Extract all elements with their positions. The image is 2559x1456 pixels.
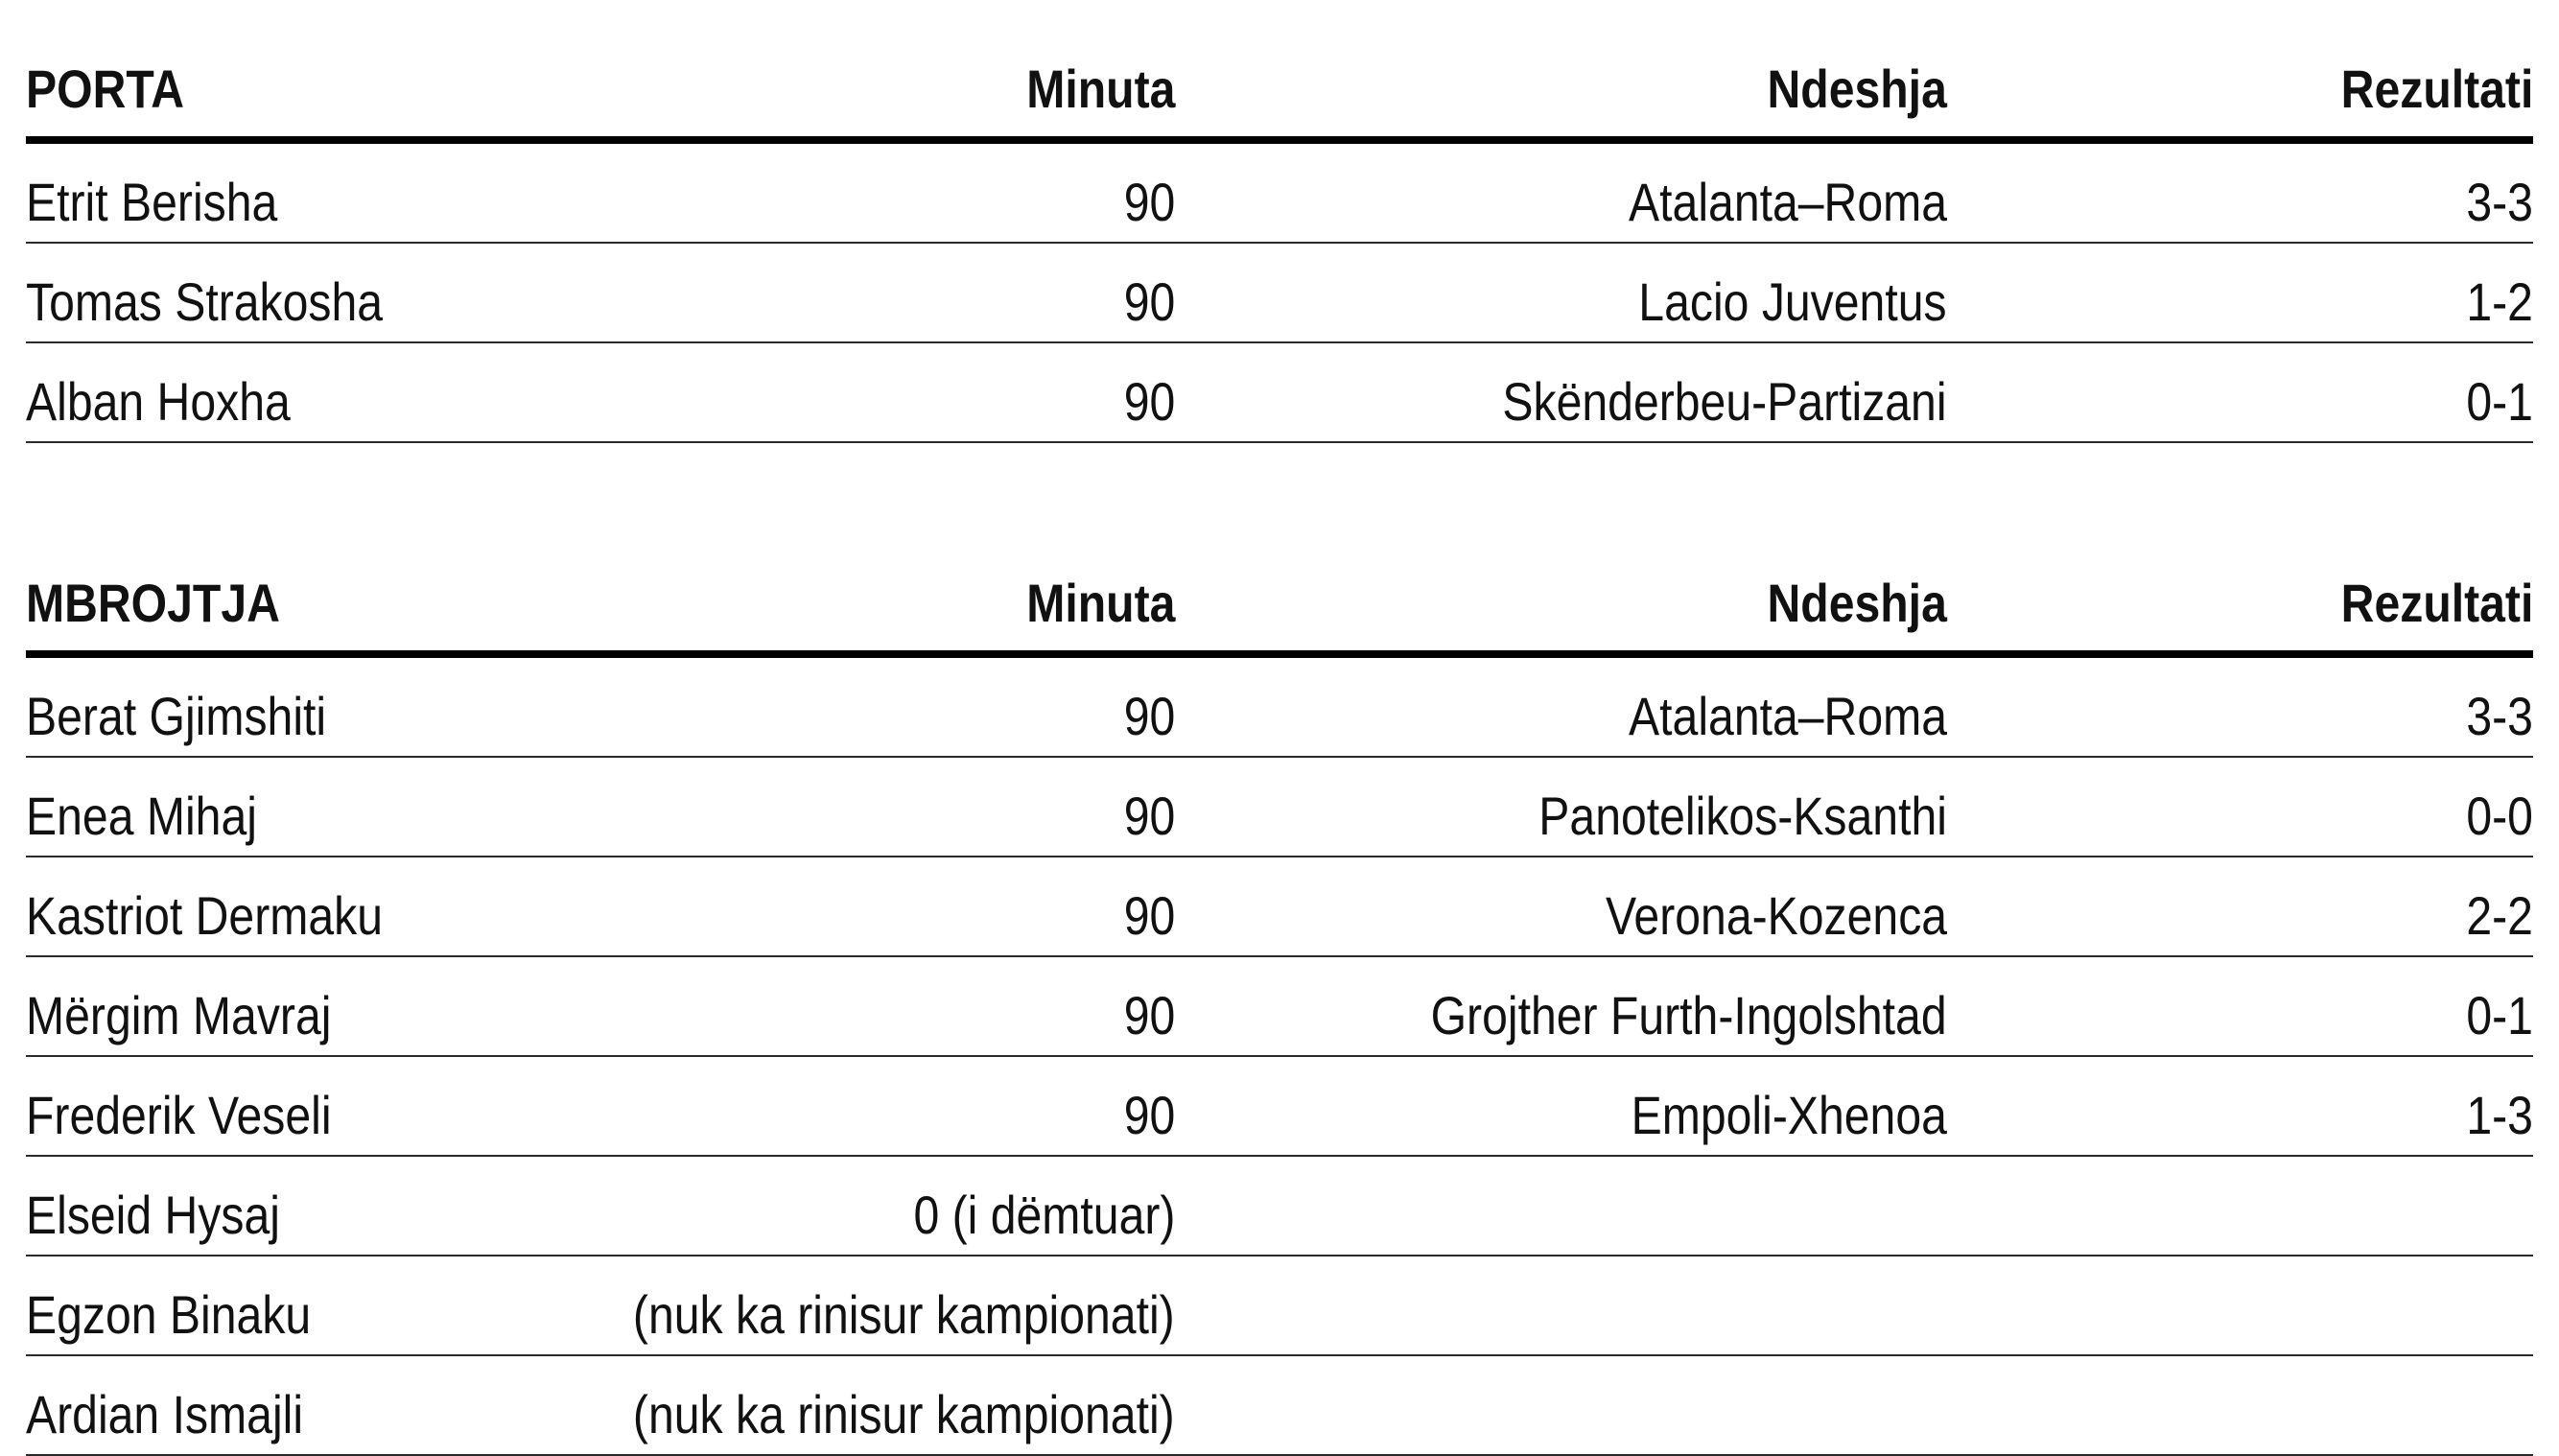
minutes-value: 90 (1123, 786, 1175, 846)
minutes-value: 90 (1123, 271, 1175, 332)
minutes-value: (nuk ka rinisur kampionati) (633, 1284, 1175, 1345)
section-porta (26, 0, 2533, 443)
match-value: Panotelikos-Ksanthi (1538, 786, 1947, 846)
match-value: Atalanta–Roma (1629, 172, 1947, 232)
table-header (26, 0, 2533, 144)
minutes-value: 90 (1123, 985, 1175, 1045)
column-header-match: Ndeshja (1767, 573, 1947, 633)
result-value: 0-1 (2466, 985, 2533, 1045)
table-row (26, 244, 2533, 343)
table-row (26, 758, 2533, 857)
table-row (26, 144, 2533, 244)
players-table (26, 0, 2533, 1456)
column-header-result: Rezultati (2340, 573, 2533, 633)
match-value: Skënderbeu-Partizani (1502, 371, 1947, 432)
result-value: 3-3 (2466, 686, 2533, 746)
section-mbrojtja (26, 485, 2533, 1456)
minutes-value: (nuk ka rinisur kampionati) (633, 1384, 1175, 1444)
player-name: Tomas Strakosha (26, 271, 384, 332)
minutes-value: 0 (i dëmtuar) (913, 1185, 1175, 1245)
result-value: 0-0 (2466, 786, 2533, 846)
column-header-result: Rezultati (2340, 59, 2533, 119)
column-header-minutes: Minuta (1025, 59, 1175, 119)
player-name: Frederik Veseli (26, 1085, 332, 1145)
minutes-value: 90 (1123, 172, 1175, 232)
minutes-value: 90 (1123, 686, 1175, 746)
table-header (26, 485, 2533, 658)
player-name: Egzon Binaku (26, 1284, 312, 1345)
minutes-value: 90 (1123, 885, 1175, 946)
column-header-category: PORTA (26, 59, 184, 119)
table-row (26, 1356, 2533, 1456)
table-row (26, 857, 2533, 957)
match-value: Empoli-Xhenoa (1631, 1085, 1947, 1145)
player-name: Mërgim Mavraj (26, 985, 332, 1045)
table-row (26, 1057, 2533, 1157)
table-row (26, 1256, 2533, 1356)
match-value: Atalanta–Roma (1629, 686, 1947, 746)
player-name: Etrit Berisha (26, 172, 278, 232)
player-name: Elseid Hysaj (26, 1185, 280, 1245)
match-value: Verona-Kozenca (1605, 885, 1947, 946)
player-name: Enea Mihaj (26, 786, 257, 846)
player-name: Berat Gjimshiti (26, 686, 327, 746)
minutes-value: 90 (1123, 371, 1175, 432)
result-value: 2-2 (2466, 885, 2533, 946)
column-header-minutes: Minuta (1025, 573, 1175, 633)
result-value: 1-2 (2466, 271, 2533, 332)
player-name: Alban Hoxha (26, 371, 291, 432)
player-name: Kastriot Dermaku (26, 885, 384, 946)
column-header-match: Ndeshja (1767, 59, 1947, 119)
player-name: Ardian Ismajli (26, 1384, 304, 1444)
match-value: Grojther Furth-Ingolshtad (1430, 985, 1947, 1045)
minutes-value: 90 (1123, 1085, 1175, 1145)
table-row (26, 343, 2533, 443)
table-row (26, 658, 2533, 758)
result-value: 3-3 (2466, 172, 2533, 232)
section-spacer (26, 443, 2533, 485)
result-value: 0-1 (2466, 371, 2533, 432)
result-value: 1-3 (2466, 1085, 2533, 1145)
column-header-category: MBROJTJA (26, 573, 280, 633)
match-value: Lacio Juventus (1638, 271, 1947, 332)
table-row (26, 1157, 2533, 1256)
table-row (26, 957, 2533, 1057)
